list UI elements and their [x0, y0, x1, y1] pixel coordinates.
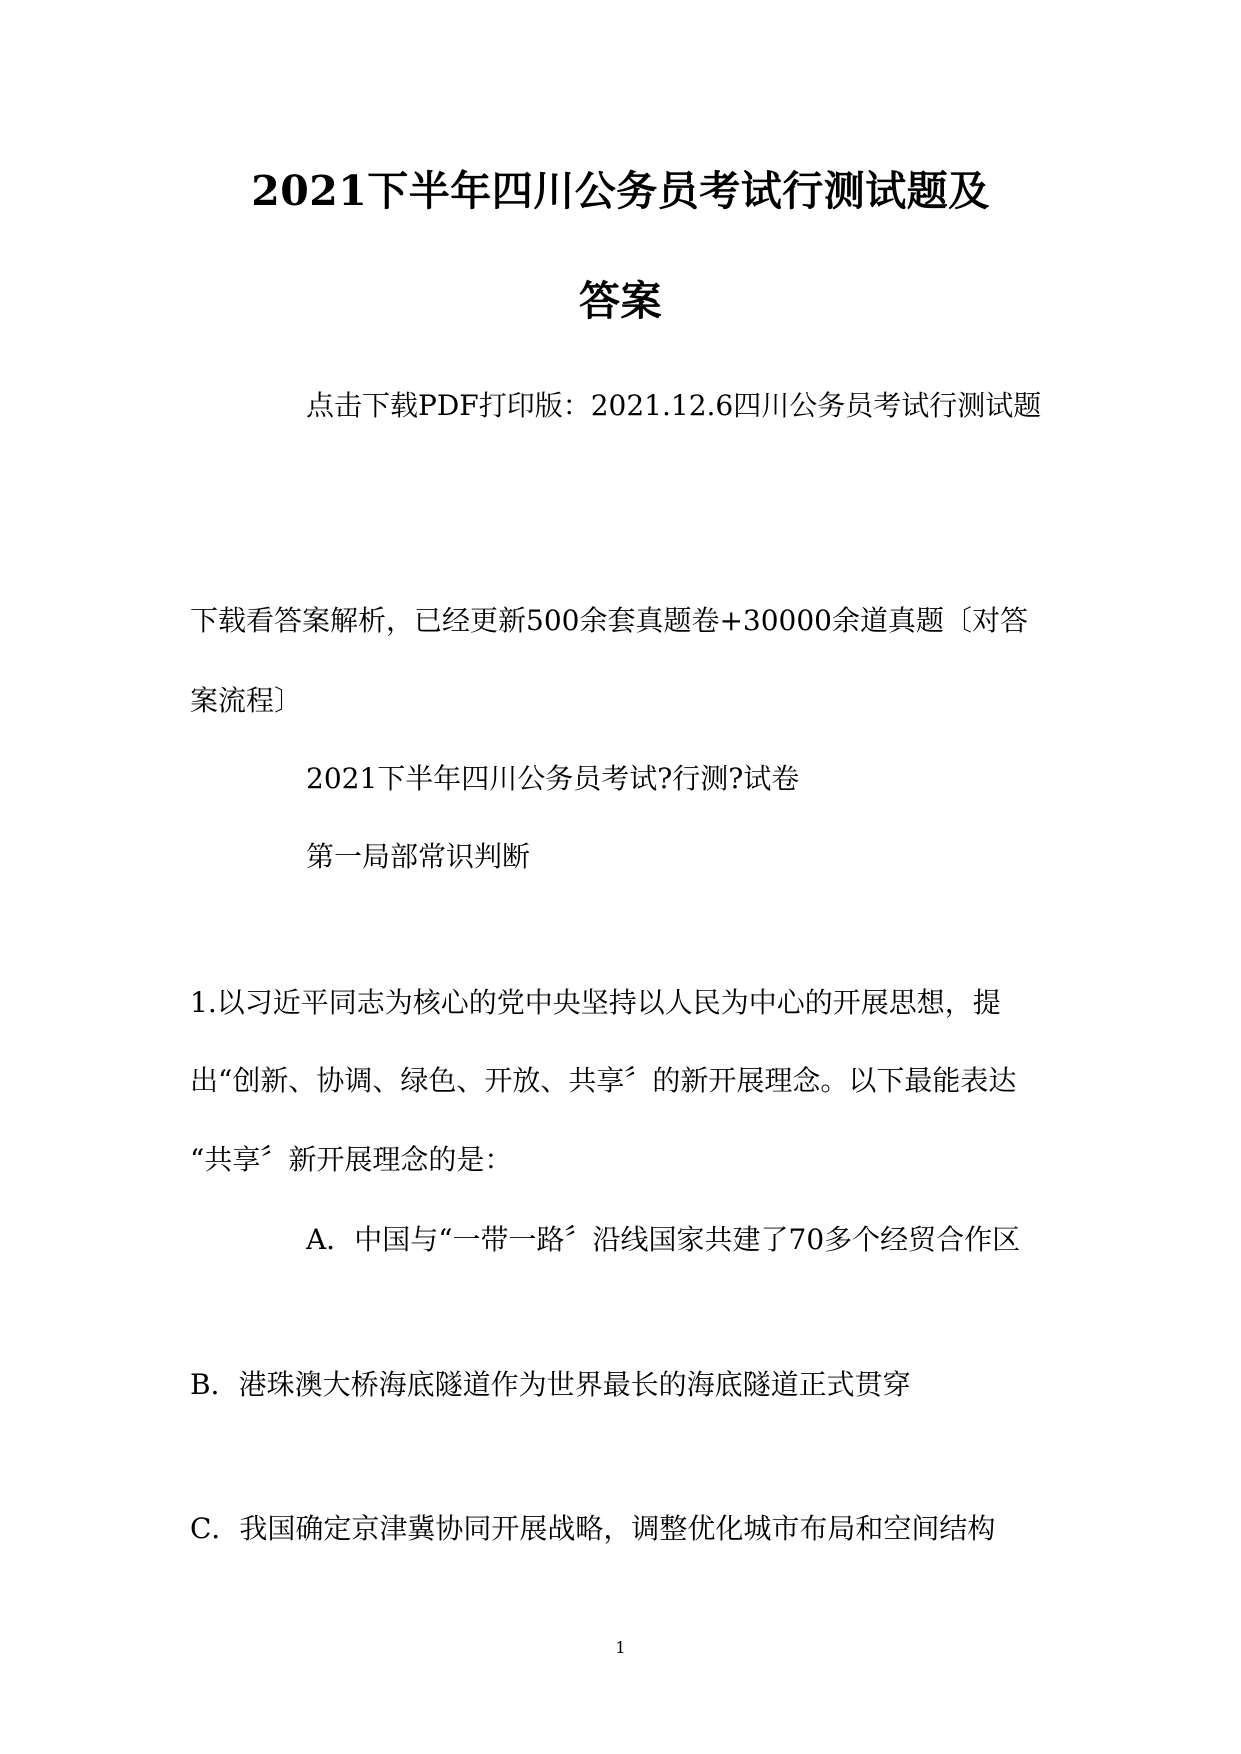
intro-paragraph-line2: 案流程〕: [190, 684, 303, 717]
pdf-download-link[interactable]: 点击下载PDF打印版：2021.12.6四川公务员考试行测试题: [306, 389, 1042, 422]
question1-option-a: A．中国与“一带一路〞沿线国家共建了70多个经贸合作区: [306, 1223, 1021, 1256]
question1-option-b: B．港珠澳大桥海底隧道作为世界最长的海底隧道正式贯穿: [190, 1368, 911, 1401]
question1-stem-line1: 1.以习近平同志为核心的党中央坚持以人民为中心的开展思想，提: [190, 986, 1001, 1019]
document-title-line2: 答案: [579, 277, 662, 325]
question1-stem-line2: 出“创新、协调、绿色、开放、共享〞的新开展理念。以下最能表达: [190, 1064, 1017, 1097]
paper-title: 2021下半年四川公务员考试?行测?试卷: [306, 762, 800, 795]
document-title-line1: 2021下半年四川公务员考试行测试题及: [251, 167, 990, 215]
page-number: 1: [615, 1638, 626, 1657]
question1-option-c: C．我国确定京津冀协同开展战略，调整优化城市布局和空间结构: [190, 1512, 996, 1545]
section-title: 第一局部常识判断: [306, 840, 531, 873]
question1-stem-line3: “共享〞新开展理念的是：: [190, 1143, 513, 1176]
intro-paragraph-line1: 下载看答案解析，已经更新500余套真题卷+30000余道真题〔对答: [190, 604, 1028, 637]
